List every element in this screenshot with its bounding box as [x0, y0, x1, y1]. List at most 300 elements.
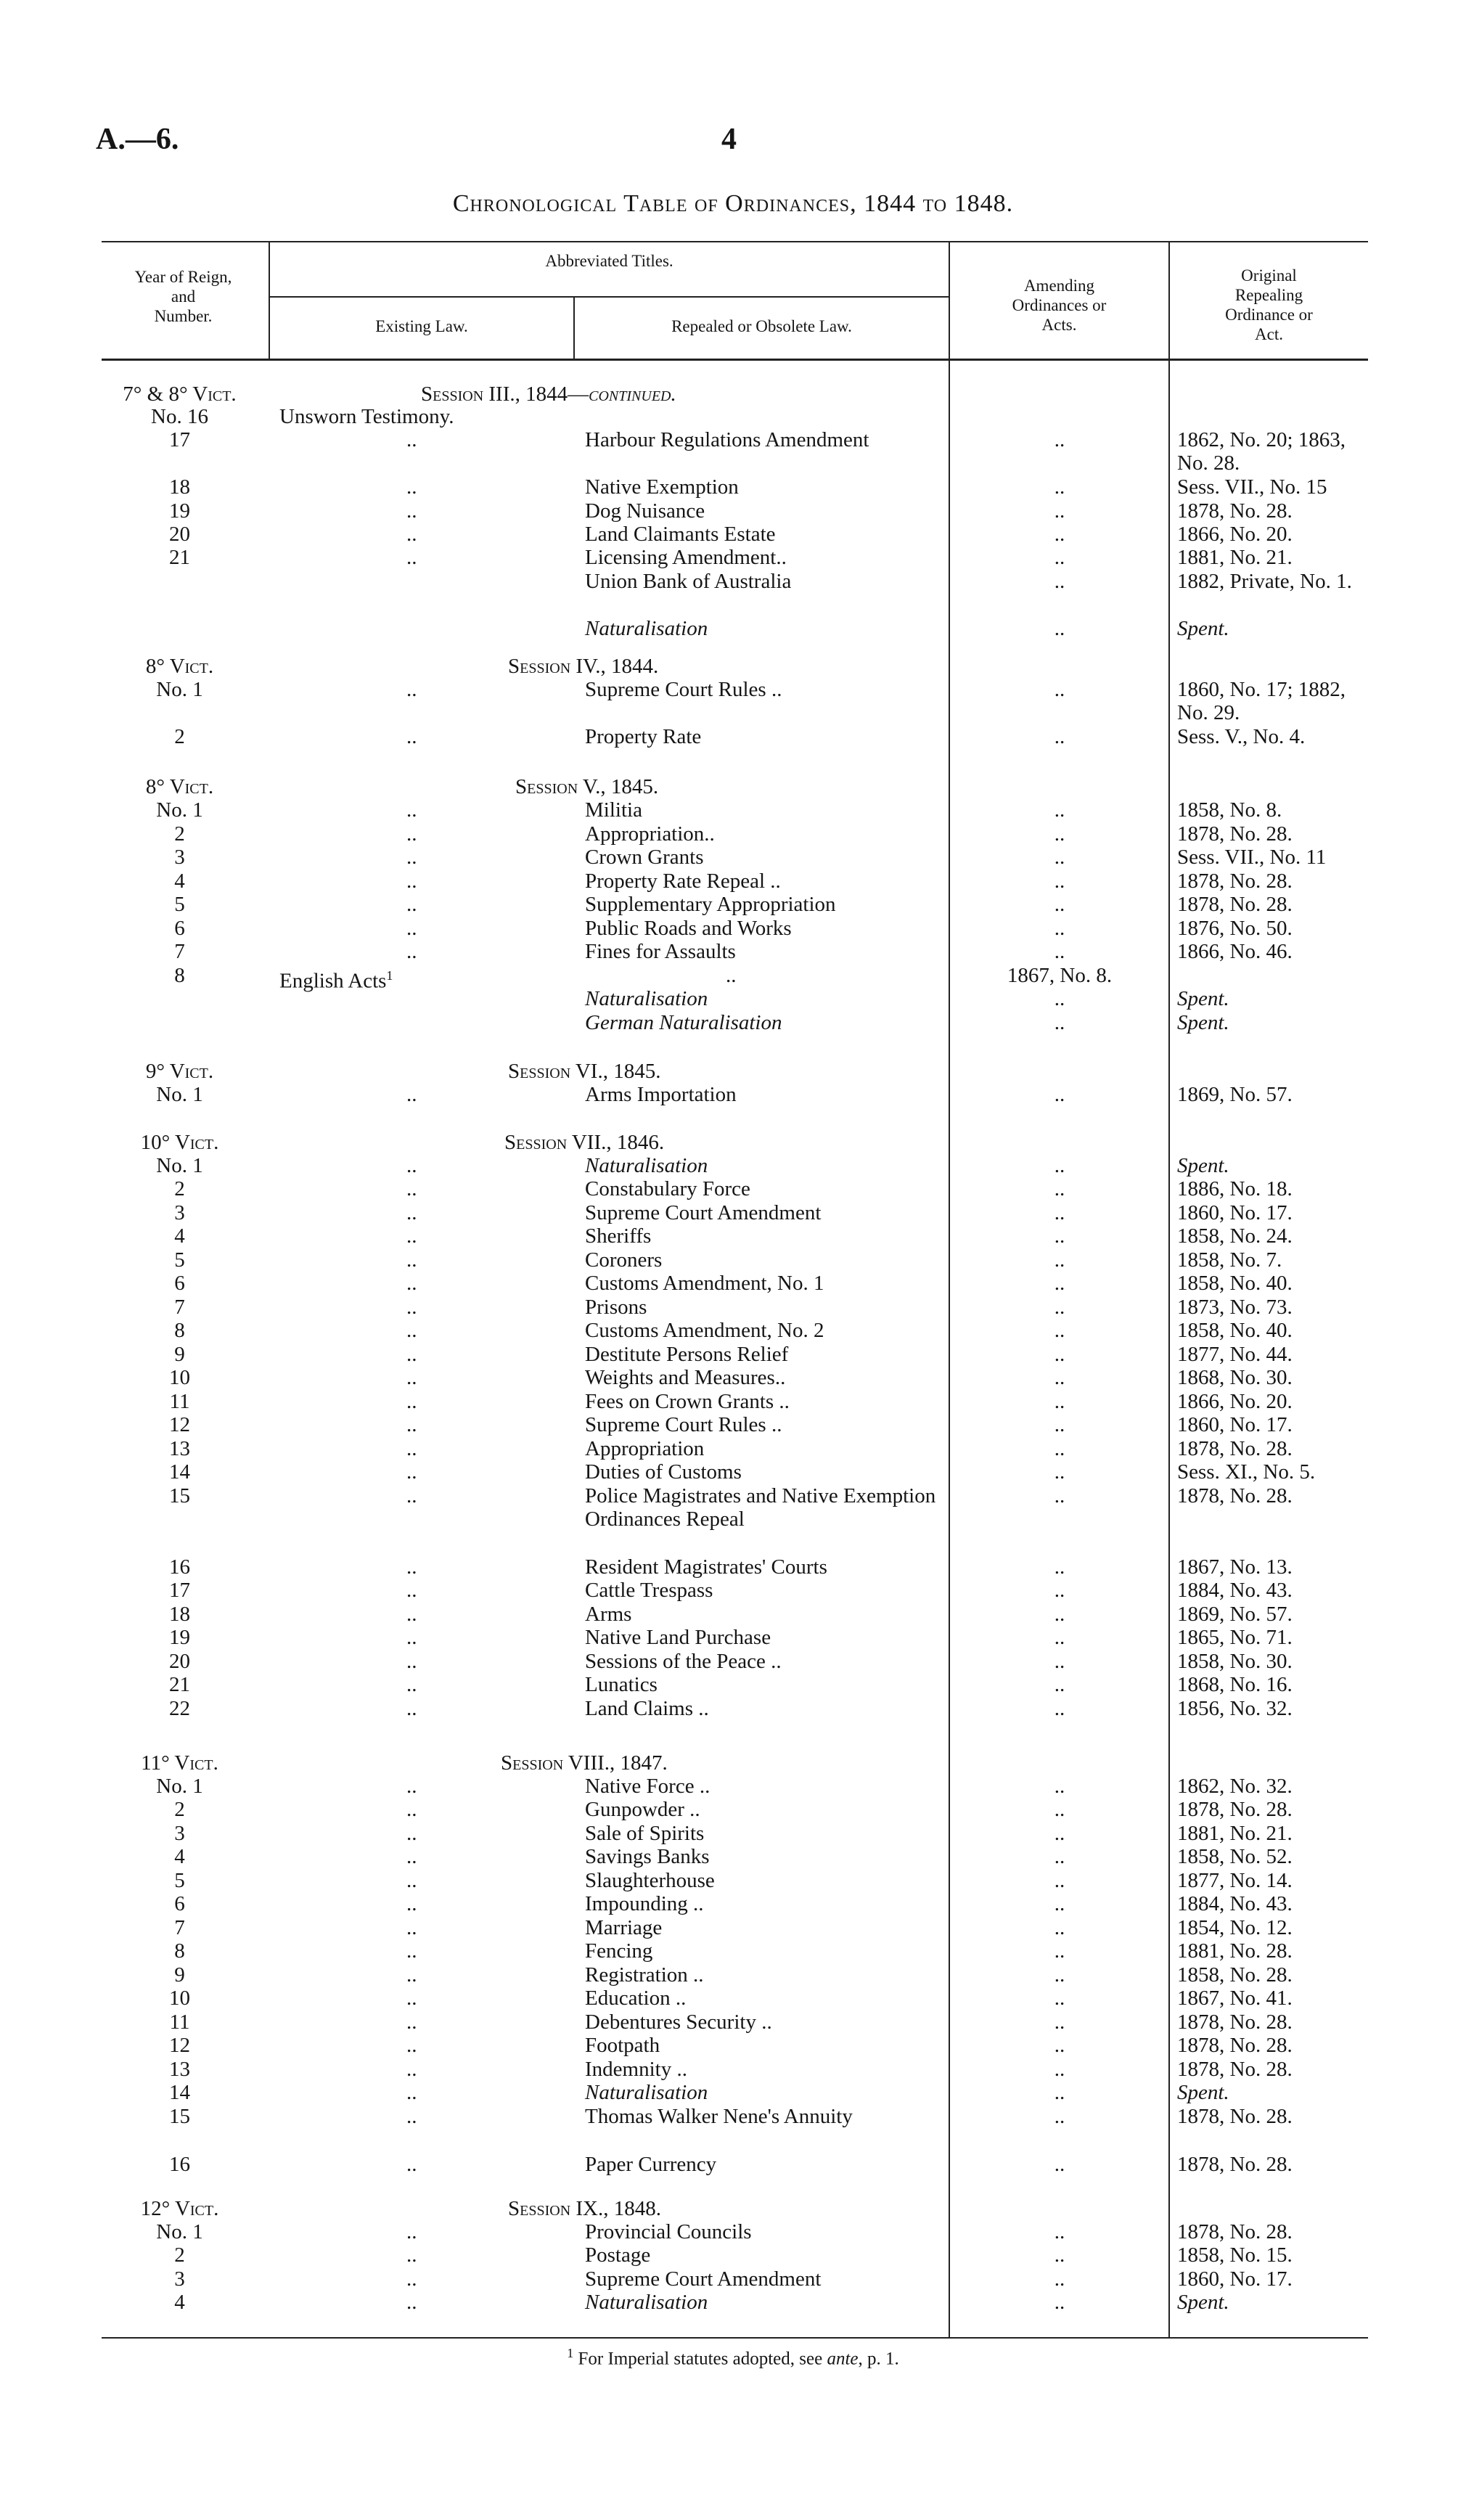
- repealed-law: Native Force ..: [585, 1775, 711, 1798]
- original-repealing: 1884, No. 43.: [1177, 1579, 1293, 1602]
- ordinance-number: 18: [169, 1603, 190, 1626]
- amending-ordinance: ..: [1054, 1248, 1065, 1272]
- repealed-law: Paper Currency: [585, 2153, 717, 2176]
- amending-ordinance: ..: [1054, 617, 1065, 640]
- repealed-law: Native Land Purchase: [585, 1626, 771, 1649]
- table-row: [0, 1437, 1466, 1460]
- ordinance-number: 7: [174, 940, 185, 963]
- existing-law-text: ..: [406, 1775, 417, 1798]
- table-row: [0, 1460, 1466, 1484]
- ordinance-number: 13: [169, 1437, 190, 1460]
- original-repealing: Sess. XI., No. 5.: [1177, 1460, 1316, 1484]
- amending-ordinance: ..: [1054, 1154, 1065, 1177]
- original-repealing: Sess. VII., No. 11: [1177, 846, 1327, 869]
- amending-ordinance: ..: [1054, 1963, 1065, 1987]
- session-heading-row: [0, 382, 1466, 406]
- table-row: [0, 1892, 1466, 1915]
- table-row: [0, 1343, 1466, 1366]
- existing-law-text: ..: [406, 1916, 417, 1939]
- repealed-law: Marriage: [585, 1916, 663, 1939]
- original-repealing: Spent.: [1177, 2291, 1229, 2314]
- session-title: [508, 655, 658, 678]
- table-row: [0, 1224, 1466, 1248]
- repealed-law: Postage: [585, 2243, 651, 2267]
- table-row: [0, 1673, 1466, 1696]
- original-repealing: 1860, No. 17; 1882, No. 29.: [1177, 678, 1346, 724]
- table-row: [0, 1555, 1466, 1579]
- ordinance-number: 19: [169, 499, 190, 523]
- existing-law-text: ..: [406, 1224, 417, 1248]
- footnote: $^1$ For Imperial statutes adopted, see ante, p. 1.: [567, 2346, 899, 2369]
- ordinance-number: 5: [174, 1248, 185, 1272]
- repealed-law: Land Claimants Estate: [585, 523, 776, 546]
- existing-law-text: ..: [406, 1555, 417, 1579]
- amending-ordinance: ..: [1054, 2010, 1065, 2034]
- original-repealing: 1858, No. 24.: [1177, 1224, 1293, 1248]
- reign-year: 9° Vict.: [145, 1060, 214, 1083]
- repealed-law: Lunatics: [585, 1673, 658, 1696]
- ordinance-number: 16: [169, 1555, 190, 1579]
- table-row: [0, 1011, 1466, 1034]
- existing-law-text: ..: [406, 1673, 417, 1696]
- repealed-law: Naturalisation: [585, 1154, 708, 1177]
- original-repealing: 1858, No. 28.: [1177, 1963, 1293, 1987]
- repealed-law: Footpath: [585, 2034, 660, 2057]
- existing-law-text: ..: [406, 1626, 417, 1649]
- repealed-law: Registration ..: [585, 1963, 704, 1987]
- table-row: [0, 523, 1466, 546]
- table-row: [0, 987, 1466, 1010]
- original-repealing: 1867, No. 41.: [1177, 1987, 1293, 2010]
- session-heading-row: [0, 775, 1466, 798]
- amending-ordinance: ..: [1054, 870, 1065, 893]
- session-label: Session IV., 1844.: [508, 655, 659, 678]
- original-repealing: 1858, No. 15.: [1177, 2243, 1293, 2267]
- session-continued: continued.: [589, 382, 676, 406]
- session-label: Session VII., 1846.: [504, 1131, 665, 1154]
- original-repealing: 1858, No. 52.: [1177, 1845, 1293, 1868]
- ordinance-number: No. 1: [156, 1154, 203, 1177]
- existing-law-text: ..: [406, 1939, 417, 1963]
- repealed-law: Appropriation: [585, 1437, 705, 1460]
- table-row: [0, 725, 1466, 748]
- repealed-law: ..: [726, 964, 737, 987]
- original-repealing: Spent.: [1177, 1011, 1229, 1034]
- repealed-law: Harbour Regulations Amendment: [585, 428, 869, 451]
- ordinance-number: 2: [174, 2243, 185, 2267]
- table-row: [0, 1154, 1466, 1177]
- table-row: [0, 964, 1466, 993]
- ordinance-number: 12: [169, 1413, 190, 1436]
- existing-law-text: ..: [406, 846, 417, 869]
- amending-ordinance: ..: [1054, 1319, 1065, 1342]
- table-row: [0, 428, 1466, 475]
- original-repealing: 1878, No. 28.: [1177, 2058, 1293, 2081]
- reign-year: 10° Vict.: [140, 1131, 219, 1154]
- amending-ordinance: ..: [1054, 2058, 1065, 2081]
- table-row: [0, 2034, 1466, 2057]
- original-repealing: 1878, No. 28.: [1177, 2153, 1293, 2176]
- existing-law-text: ..: [406, 940, 417, 963]
- existing-law-text: ..: [406, 1892, 417, 1915]
- existing-law-text: ..: [406, 725, 417, 748]
- repealed-law: Supplementary Appropriation: [585, 893, 836, 916]
- original-repealing: 1860, No. 17.: [1177, 1201, 1293, 1224]
- original-repealing: 1878, No. 28.: [1177, 2034, 1293, 2057]
- original-repealing: 1878, No. 28.: [1177, 1798, 1293, 1821]
- session-heading-row: [0, 2197, 1466, 2220]
- existing-law-text: ..: [406, 1822, 417, 1845]
- amending-ordinance: ..: [1054, 678, 1065, 701]
- table-row: [0, 2267, 1466, 2291]
- repealed-law: Arms Importation: [585, 1083, 737, 1106]
- ordinance-number: 2: [174, 725, 185, 748]
- repealed-law: Provincial Councils: [585, 2220, 752, 2243]
- amending-ordinance: ..: [1054, 1272, 1065, 1295]
- table-row: [0, 678, 1466, 724]
- reign-year: 11° Vict.: [141, 1751, 218, 1775]
- amending-ordinance: ..: [1054, 570, 1065, 593]
- existing-law-text: ..: [406, 1296, 417, 1319]
- table-row: [0, 1248, 1466, 1272]
- ordinance-number: 8: [174, 1939, 185, 1963]
- repealed-law: Native Exemption: [585, 475, 739, 499]
- original-repealing: 1858, No. 40.: [1177, 1272, 1293, 1295]
- session-heading-row: [0, 1060, 1466, 1083]
- table-row: [0, 1697, 1466, 1720]
- amending-ordinance: ..: [1054, 475, 1065, 499]
- existing-law-text: ..: [406, 1798, 417, 1821]
- reign-year: 12° Vict.: [140, 2197, 219, 2220]
- ordinance-number: 5: [174, 893, 185, 916]
- repealed-law: Sale of Spirits: [585, 1822, 705, 1845]
- repealed-law: Sheriffs: [585, 1224, 652, 1248]
- ordinance-number: 3: [174, 1201, 185, 1224]
- session-label: Session VI., 1845.: [508, 1060, 661, 1083]
- original-repealing: Sess. VII., No. 15: [1177, 475, 1327, 499]
- original-repealing: 1878, No. 28.: [1177, 822, 1293, 846]
- amending-ordinance: ..: [1054, 1939, 1065, 1963]
- page-reference: A.—6.: [96, 123, 179, 156]
- existing-law-text: ..: [406, 1603, 417, 1626]
- original-repealing: Sess. V., No. 4.: [1177, 725, 1306, 748]
- original-repealing: 1878, No. 28.: [1177, 1437, 1293, 1460]
- existing-law-text: ..: [406, 2243, 417, 2267]
- original-repealing: 1867, No. 13.: [1177, 1555, 1293, 1579]
- existing-law-text: ..: [406, 2220, 417, 2243]
- table-row: [0, 1939, 1466, 1963]
- existing-law-text: ..: [406, 499, 417, 523]
- table-row: [0, 846, 1466, 869]
- amending-ordinance: ..: [1054, 546, 1065, 569]
- amending-ordinance: ..: [1054, 1555, 1065, 1579]
- amending-ordinance: ..: [1054, 798, 1065, 822]
- table-row: [0, 1869, 1466, 1892]
- repealed-law: Arms: [585, 1603, 632, 1626]
- original-repealing: 1869, No. 57.: [1177, 1083, 1293, 1106]
- ordinance-number: 18: [169, 475, 190, 499]
- ordinance-number: 14: [169, 1460, 190, 1484]
- table-row: [0, 1484, 1466, 1554]
- existing-law-text: English Acts: [279, 969, 387, 993]
- repealed-law: Licensing Amendment..: [585, 546, 787, 569]
- amending-ordinance: ..: [1054, 2153, 1065, 2176]
- table-row: [0, 1083, 1466, 1106]
- table-row: [0, 1603, 1466, 1626]
- table-row: [0, 2243, 1466, 2267]
- existing-law: [279, 405, 566, 428]
- original-repealing: 1878, No. 28.: [1177, 893, 1293, 916]
- ordinance-number: 15: [169, 2105, 190, 2128]
- existing-law-text: ..: [406, 1248, 417, 1272]
- existing-law-text: ..: [406, 1987, 417, 2010]
- original-repealing: 1858, No. 8.: [1177, 798, 1282, 822]
- table-row: [0, 1390, 1466, 1413]
- amending-ordinance: ..: [1054, 917, 1065, 940]
- amending-ordinance: ..: [1054, 1083, 1065, 1106]
- table-row: [0, 1626, 1466, 1649]
- ordinance-number: 17: [169, 1579, 190, 1602]
- existing-law-text: ..: [406, 475, 417, 499]
- abbreviated-titles-header: Abbreviated Titles.: [545, 252, 673, 270]
- existing-law-text: ..: [406, 523, 417, 546]
- table-row: [0, 2220, 1466, 2243]
- repealed-law: Property Rate Repeal ..: [585, 870, 781, 893]
- existing-law-text: ..: [406, 1869, 417, 1892]
- amending-ordinance: ..: [1054, 1460, 1065, 1484]
- amending-ordinance: ..: [1054, 2034, 1065, 2057]
- original-repealing: 1878, No. 28.: [1177, 870, 1293, 893]
- original-repealing: 1868, No. 16.: [1177, 1673, 1293, 1696]
- amending-ordinance: ..: [1054, 893, 1065, 916]
- existing-law-text: ..: [406, 1366, 417, 1389]
- existing-law-text: ..: [406, 1579, 417, 1602]
- table-row: [0, 2153, 1466, 2176]
- ordinance-number: 20: [169, 523, 190, 546]
- existing-law-text: ..: [406, 1484, 417, 1508]
- table-row: [0, 2291, 1466, 2314]
- original-repealing: 1866, No. 20.: [1177, 1390, 1293, 1413]
- amending-ordinance: ..: [1054, 1579, 1065, 1602]
- repealed-law: Resident Magistrates' Courts: [585, 1555, 827, 1579]
- session-title: [421, 382, 676, 406]
- ordinance-number: 20: [169, 1650, 190, 1673]
- repealed-law: Fees on Crown Grants ..: [585, 1390, 790, 1413]
- existing-law-text: ..: [406, 1650, 417, 1673]
- year-header: Year of Reign, and Number.: [134, 268, 232, 325]
- repealed-law: Appropriation..: [585, 822, 715, 846]
- original-repealing: 1858, No. 7.: [1177, 1248, 1282, 1272]
- ordinance-number: 10: [169, 1987, 190, 2010]
- ordinance-number: 8: [174, 964, 185, 987]
- original-repealing: 1860, No. 17.: [1177, 1413, 1293, 1436]
- existing-law-text: ..: [406, 1177, 417, 1200]
- ordinance-number: No. 16: [151, 405, 208, 428]
- existing-law-text: ..: [406, 870, 417, 893]
- repealed-law: Naturalisation: [585, 2291, 708, 2314]
- ordinance-number: 2: [174, 1177, 185, 1200]
- amending-ordinance: ..: [1054, 1413, 1065, 1436]
- session-title: [504, 1131, 664, 1154]
- footnote-mark: 1: [386, 968, 393, 983]
- table-row: [0, 570, 1466, 616]
- session-heading-row: [0, 1131, 1466, 1154]
- repealed-law: Sessions of the Peace ..: [585, 1650, 782, 1673]
- original-repealing: 1878, No. 28.: [1177, 2105, 1293, 2128]
- original-repealing: 1873, No. 73.: [1177, 1296, 1293, 1319]
- session-title: [501, 1751, 668, 1775]
- original-repealing: 1876, No. 50.: [1177, 917, 1293, 940]
- ordinance-number: 11: [169, 2010, 190, 2034]
- original-repealing: 1854, No. 12.: [1177, 1916, 1293, 1939]
- repealed-law: Weights and Measures..: [585, 1366, 786, 1389]
- original-repealing: 1862, No. 32.: [1177, 1775, 1293, 1798]
- original-repealing-header: Original Repealing Ordinance or Act.: [1225, 266, 1313, 343]
- repealed-law: Union Bank of Australia: [585, 570, 792, 593]
- session-label: Session VIII., 1847.: [501, 1751, 668, 1775]
- existing-law-text: ..: [406, 917, 417, 940]
- ordinance-number: 21: [169, 1673, 190, 1696]
- session-heading-row: [0, 655, 1466, 678]
- table-row: [0, 870, 1466, 893]
- amending-ordinance: ..: [1054, 1869, 1065, 1892]
- table-title: Chronological Table of Ordinances, 1844 to 1848.: [452, 190, 1014, 217]
- table-row: [0, 2010, 1466, 2034]
- repealed-law: Supreme Court Rules ..: [585, 678, 782, 701]
- repealed-law: Savings Banks: [585, 1845, 710, 1868]
- page-number: 4: [721, 123, 737, 156]
- amending-ordinance: ..: [1054, 2291, 1065, 2314]
- table-row: [0, 1822, 1466, 1845]
- ordinance-number: 7: [174, 1916, 185, 1939]
- existing-law-text: ..: [406, 2034, 417, 2057]
- repealed-law: Naturalisation: [585, 617, 708, 640]
- repealed-law: Slaughterhouse: [585, 1869, 715, 1892]
- original-repealing: 1858, No. 40.: [1177, 1319, 1293, 1342]
- ordinance-number: No. 1: [156, 2220, 203, 2243]
- ordinance-number: 3: [174, 2267, 185, 2291]
- ordinance-number: 2: [174, 822, 185, 846]
- existing-law-text: ..: [406, 798, 417, 822]
- table-row: [0, 1916, 1466, 1939]
- ordinance-number: 6: [174, 1272, 185, 1295]
- original-repealing: Spent.: [1177, 987, 1229, 1010]
- repealed-law: German Naturalisation: [585, 1011, 782, 1034]
- amending-ordinance: ..: [1054, 1177, 1065, 1200]
- amending-ordinance: ..: [1054, 725, 1065, 748]
- repealed-law-header: Repealed or Obsolete Law.: [671, 317, 852, 335]
- table-row: [0, 1201, 1466, 1224]
- existing-law-text: ..: [406, 546, 417, 569]
- amending-ordinance: ..: [1054, 2220, 1065, 2243]
- amending-ordinance: ..: [1054, 428, 1065, 451]
- amending-ordinance: ..: [1054, 822, 1065, 846]
- ordinance-number: 13: [169, 2058, 190, 2081]
- table-row: [0, 475, 1466, 499]
- repealed-law: Constabulary Force: [585, 1177, 750, 1200]
- existing-law-text: ..: [406, 1845, 417, 1868]
- amending-ordinance: ..: [1054, 940, 1065, 963]
- original-repealing: 1877, No. 14.: [1177, 1869, 1293, 1892]
- ordinance-number: 21: [169, 546, 190, 569]
- table-row: [0, 499, 1466, 523]
- table-row: [0, 2058, 1466, 2081]
- existing-law-text: ..: [406, 822, 417, 846]
- repealed-law: Supreme Court Amendment: [585, 1201, 822, 1224]
- ordinance-number: 6: [174, 1892, 185, 1915]
- ordinance-number: 5: [174, 1869, 185, 1892]
- original-repealing: 1882, Private, No. 1.: [1177, 570, 1352, 593]
- table-row: [0, 940, 1466, 963]
- amending-ordinance: ..: [1054, 2267, 1065, 2291]
- table-row: [0, 1650, 1466, 1673]
- session-label: Session III., 1844—: [421, 382, 589, 406]
- existing-law-text: ..: [406, 2081, 417, 2104]
- amending-ordinance: ..: [1054, 2243, 1065, 2267]
- ordinance-number: 15: [169, 1484, 190, 1508]
- amending-ordinance: ..: [1054, 523, 1065, 546]
- original-repealing: 1881, No. 28.: [1177, 1939, 1293, 1963]
- amending-ordinance: ..: [1054, 1296, 1065, 1319]
- original-repealing: 1878, No. 28.: [1177, 2220, 1293, 2243]
- existing-law-text: ..: [406, 1272, 417, 1295]
- ordinance-number: 14: [169, 2081, 190, 2104]
- repealed-law: Naturalisation: [585, 987, 708, 1010]
- repealed-law: Education ..: [585, 1987, 687, 2010]
- session-title: [508, 1060, 660, 1083]
- original-repealing: 1881, No. 21.: [1177, 1822, 1293, 1845]
- original-repealing: 1878, No. 28.: [1177, 499, 1293, 523]
- reign-year: 8° Vict.: [145, 655, 214, 678]
- original-repealing: 1869, No. 57.: [1177, 1603, 1293, 1626]
- original-repealing: 1886, No. 18.: [1177, 1177, 1293, 1200]
- existing-law-text: ..: [406, 1697, 417, 1720]
- ordinance-number: 4: [174, 2291, 185, 2314]
- table-row: [0, 1177, 1466, 1200]
- amending-ordinance: ..: [1054, 1437, 1065, 1460]
- session-heading-row: [0, 1751, 1466, 1775]
- table-row: [0, 822, 1466, 846]
- original-repealing: Spent.: [1177, 2081, 1229, 2104]
- table-row: [0, 405, 1466, 428]
- ordinance-number: No. 1: [156, 1775, 203, 1798]
- original-repealing: 1866, No. 46.: [1177, 940, 1293, 963]
- amending-ordinance: ..: [1054, 1822, 1065, 1845]
- original-repealing: 1858, No. 30.: [1177, 1650, 1293, 1673]
- existing-law-text: ..: [406, 893, 417, 916]
- amending-ordinance: ..: [1054, 1603, 1065, 1626]
- amending-ordinance: ..: [1054, 1775, 1065, 1798]
- amending-ordinance: ..: [1054, 1201, 1065, 1224]
- repealed-law: Coroners: [585, 1248, 663, 1272]
- repealed-law: Public Roads and Works: [585, 917, 792, 940]
- repealed-law: Fencing: [585, 1939, 653, 1963]
- ordinance-number: 6: [174, 917, 185, 940]
- existing-law-text: ..: [406, 2267, 417, 2291]
- repealed-law: Crown Grants: [585, 846, 704, 869]
- existing-law-text: ..: [406, 678, 417, 701]
- session-label: Session V., 1845.: [515, 775, 659, 798]
- repealed-law: Impounding ..: [585, 1892, 704, 1915]
- session-title: [515, 775, 658, 798]
- repealed-law: Supreme Court Rules ..: [585, 1413, 782, 1436]
- repealed-law: Dog Nuisance: [585, 499, 705, 523]
- amending-ordinance: ..: [1054, 1892, 1065, 1915]
- amending-ordinance: ..: [1054, 1626, 1065, 1649]
- original-repealing: Spent.: [1177, 617, 1229, 640]
- repealed-law: Thomas Walker Nene's Annuity: [585, 2105, 853, 2128]
- ordinance-number: 12: [169, 2034, 190, 2057]
